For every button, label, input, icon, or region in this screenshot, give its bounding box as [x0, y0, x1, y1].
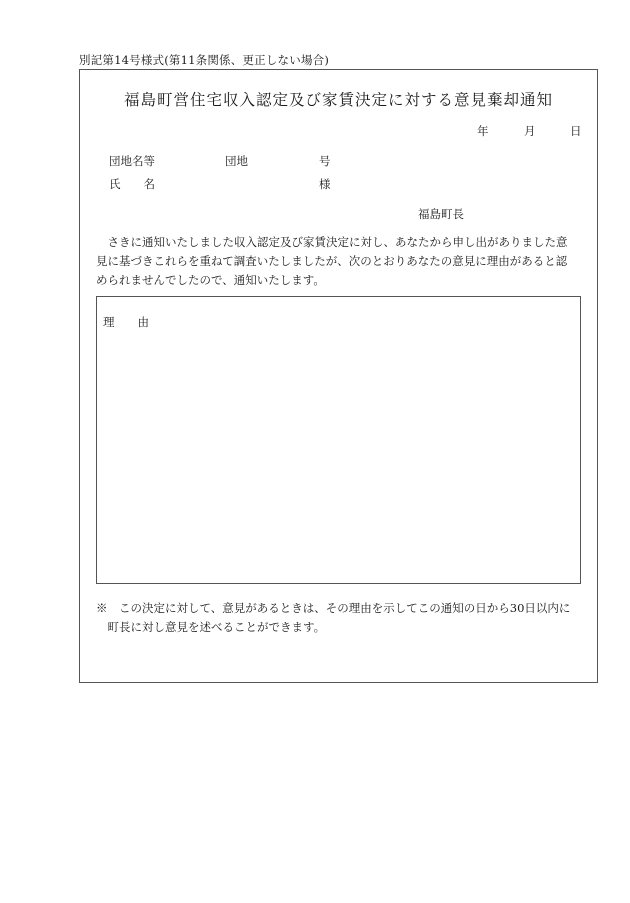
body-paragraph	[96, 233, 582, 290]
danchi-name-label: 団地名等	[109, 154, 155, 168]
recipient-name-label: 氏 名	[109, 177, 155, 191]
honorific-label: 様	[319, 177, 331, 191]
form-caption: 別記第14号様式(第11条関係、更正しない場合)	[79, 53, 330, 67]
danchi-label: 団地	[225, 154, 248, 168]
body-line: められませんでしたので、通知いたします。	[96, 273, 325, 287]
date-day-label: 日	[570, 124, 582, 138]
sender-name: 福島町長	[418, 207, 464, 221]
date-month-label: 月	[524, 124, 536, 138]
date-year-label: 年	[477, 124, 489, 138]
room-number-label: 号	[319, 154, 331, 168]
notice-form	[79, 69, 598, 683]
document-title: 福島町営住宅収入認定及び家賃決定に対する意見棄却通知	[123, 91, 553, 109]
note-line: ※ この決定に対して、意見があるときは、その理由を示してこの通知の日から30日以内に	[96, 601, 571, 615]
note-line: 町長に対し意見を述べることができます。	[96, 620, 326, 634]
body-line: 見に基づきこれらを重ねて調査いたしましたが、次のとおりあなたの意見に理由があると認	[96, 254, 568, 268]
appeal-note	[96, 599, 586, 637]
reason-label: 理 由	[103, 315, 149, 329]
reason-box	[96, 296, 581, 584]
body-line: さきに通知いたしました収入認定及び家賃決定に対し、あなたから申し出がありました意	[96, 235, 568, 249]
